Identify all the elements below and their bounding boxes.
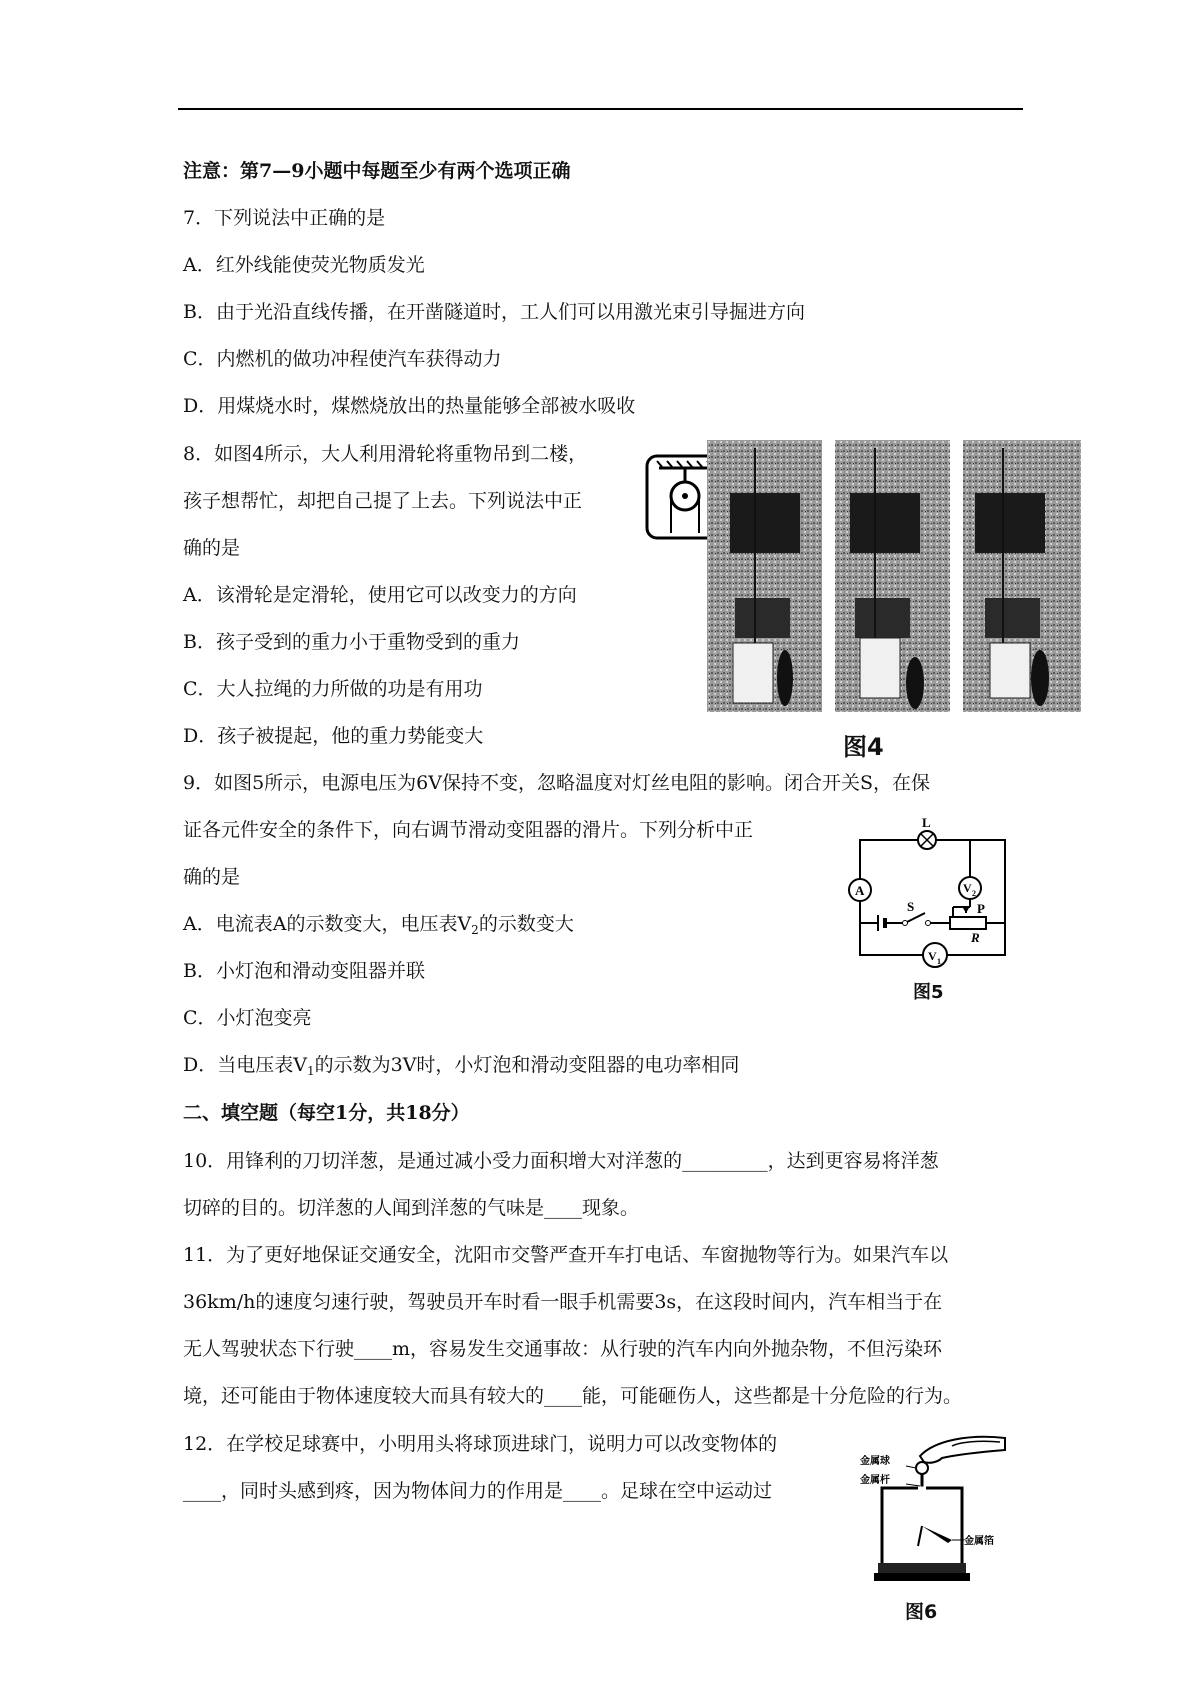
q7-option-d: D．用煤烧水时，煤燃烧放出的热量能够全部被水吸收 (183, 395, 636, 417)
q12-line-2: ____，同时头感到疼，因为物体间力的作用是____。足球在空中运动过 (183, 1480, 773, 1502)
q11-line-4: 境，还可能由于物体速度较大而具有较大的____能，可能砸伤人，这些都是十分危险的行为。 (183, 1385, 963, 1407)
q11-line-2: 36km/h的速度匀速行驶，驾驶员开车时看一眼手机需要3s，在这段时间内，汽车相当于在 (183, 1291, 943, 1313)
q9-stem-3: 确的是 (183, 866, 241, 888)
q9-option-a (183, 910, 574, 944)
slider-label: P (977, 901, 985, 916)
photo-panel-2 (835, 440, 950, 712)
figure-6-caption: 图6 (905, 1601, 938, 1623)
figure-4-drawing (645, 438, 1085, 720)
switch-label: S (907, 899, 915, 914)
q9-option-d-text-end: 的示数为3V时，小灯泡和滑动变阻器的电功率相同 (314, 1054, 740, 1076)
q8-option-d: D．孩子被提起，他的重力势能变大 (183, 725, 484, 747)
q8-stem-2: 孩子想帮忙，却把自己提了上去。下列说法中正 (183, 490, 583, 512)
q11-line-1: 11．为了更好地保证交通安全，沈阳市交警严查开车打电话、车窗抛物等行为。如果汽车以 (183, 1244, 949, 1266)
v2-sub: 2 (972, 889, 976, 898)
photo-panel-1 (707, 440, 822, 712)
q9-option-c: C．小灯泡变亮 (183, 1007, 312, 1029)
figure-5 (835, 815, 1015, 970)
metal-rod-label: 金属杆 (860, 1475, 890, 1486)
q9-option-d (183, 1051, 739, 1085)
q10-line-1: 10．用锋利的刀切洋葱，是通过减小受力面积增大对洋葱的_________，达到更容易将洋葱 (183, 1150, 939, 1172)
q9-option-a-text: A．电流表A的示数变大，电压表V (183, 913, 472, 935)
q9-option-b: B．小灯泡和滑动变阻器并联 (183, 960, 425, 982)
electroscope-drawing (860, 1428, 1010, 1598)
q9-option-d-sub: 1 (306, 1064, 315, 1078)
metal-ball-label: 金属球 (860, 1456, 890, 1467)
q8-option-c: C．大人拉绳的力所做的功是有用功 (183, 678, 483, 700)
q9-stem-2: 证各元件安全的条件下，向右调节滑动变阻器的滑片。下列分析中正 (183, 819, 754, 841)
lamp-label: L (922, 815, 931, 830)
v1-label: V (928, 949, 937, 963)
q9-option-a-sub: 2 (471, 923, 479, 937)
q7-option-c: C．内燃机的做功冲程使汽车获得动力 (183, 348, 502, 370)
q7-option-a: A．红外线能使荧光物质发光 (183, 254, 425, 276)
q8-stem-3: 确的是 (183, 537, 241, 559)
section-2-heading: 二、填空题（每空1分，共18分） (183, 1102, 470, 1124)
metal-ball-icon (916, 1462, 928, 1474)
v1-sub: 1 (937, 957, 941, 966)
q9-stem-1: 9．如图5所示，电源电压为6V保持不变，忽略温度对灯丝电阻的影响。闭合开关S，在保 (183, 772, 931, 794)
figure-4-caption: 图4 (843, 733, 884, 761)
header-rule (178, 108, 1023, 110)
circuit-diagram (835, 815, 1015, 970)
rheostat-label: R (971, 930, 980, 945)
note: 注意：第7—9小题中每题至少有两个选项正确 (183, 160, 571, 182)
q8-option-a: A．该滑轮是定滑轮，使用它可以改变力的方向 (183, 584, 577, 606)
q12-line-1: 12．在学校足球赛中，小明用头将球顶进球门，说明力可以改变物体的 (183, 1433, 778, 1455)
q8-stem-1: 8．如图4所示，大人利用滑轮将重物吊到二楼， (183, 443, 588, 465)
q7-option-b: B．由于光沿直线传播，在开凿隧道时，工人们可以用激光束引导掘进方向 (183, 301, 805, 323)
q9-option-d-text: D．当电压表V (183, 1054, 307, 1076)
v2-label: V (963, 881, 972, 895)
figure-6 (860, 1428, 1010, 1598)
photo-panel-3 (963, 440, 1081, 712)
q10-line-2: 切碎的目的。切洋葱的人闻到洋葱的气味是____现象。 (183, 1197, 640, 1219)
q7-stem: 7．下列说法中正确的是 (183, 207, 386, 229)
metal-foil-label: 金属箔 (964, 1536, 994, 1547)
q11-line-3: 无人驾驶状态下行驶____m，容易发生交通事故：从行驶的汽车内向外抛杂物，不但污染环 (183, 1338, 943, 1360)
ammeter-label: A (855, 883, 865, 898)
figure-5-caption: 图5 (913, 982, 944, 1003)
q9-option-a-text-end: 的示数变大 (478, 913, 574, 935)
figure-4 (645, 438, 1085, 720)
q8-option-b: B．孩子受到的重力小于重物受到的重力 (183, 631, 520, 653)
